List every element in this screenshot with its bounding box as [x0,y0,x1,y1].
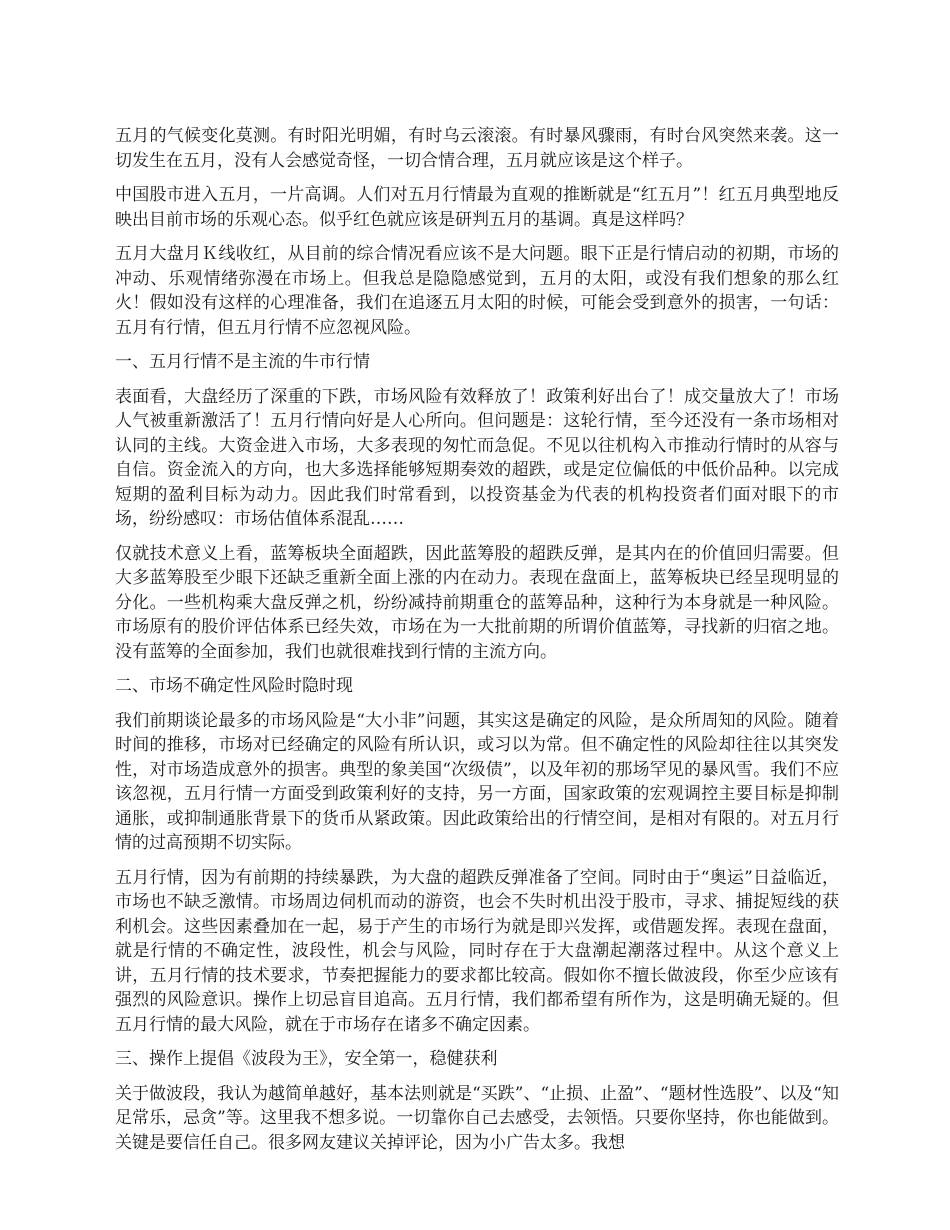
paragraph-red-may: 中国股市进入五月，一片高调。人们对五月行情最为直观的推断就是“红五月”！红五月典型地反映出目前市场的乐观心态。似乎红色就应该是研判五月的基调。真是这样吗？ [115,185,839,230]
paragraph-may-market: 五月行情，因为有前期的持续暴跌，为大盘的超跌反弹准备了空间。同时由于“奥运”日益临近，市场也不缺乏激情。市场周边伺机而动的游资，也会不失时机出没于股市，寻求、捕捉短线的获利机会。这些因素叠加在一起，易于产生的市场行为就是即兴发挥，或借题发挥。表现在盘面，就是行情的不确定性，波段性，机会与风险，同时存在于大盘潮起潮落过程中。从这个意义上讲，五月行情的技术要求，节奏把握能力的要求都比较高。假如你不擅长做波段，你至少应该有强烈的风险意识。操作上切忌盲目追高。五月行情，我们都希望有所作为，这是明确无疑的。但五月行情的最大风险，就在于市场存在诸多不确定因素。 [115,867,839,1035]
section-heading-3: 三、操作上提倡《波段为王》，安全第一，稳健获利 [115,1049,498,1069]
paragraph-uncertainty-risk: 我们前期谈论最多的市场风险是“大小非”问题，其实这是确定的风险，是众所周知的风险。随着时间的推移，市场对已经确定的风险有所认识，或习以为常。但不确定性的风险却往往以其突发性，对市场造成意外的损害。典型的象美国“次级债”，以及年初的那场罕见的暴风雪。我们不应该忽视，五月行情一方面受到政策利好的支持，另一方面，国家政策的宏观调控主要目标是抑制通胀，或抑制通胀背景下的货币从紧政策。因此政策给出的行情空间，是相对有限的。对五月行情的过高预期不切实际。 [115,710,839,853]
paragraph-monthly-kline: 五月大盘月Ｋ线收红，从目前的综合情况看应该不是大问题。眼下正是行情启动的初期，市场的冲动、乐观情绪弥漫在市场上。但我总是隐隐感觉到，五月的太阳，或没有我们想象的那么红火！假如没有这样的心理准备，我们在追逐五月太阳的时候，可能会受到意外的损害，一句话：五月有行情，但五月行情不应忽视风险。 [115,244,839,338]
paragraph-surface-view: 表面看，大盘经历了深重的下跌，市场风险有效释放了！政策利好出台了！成交量放大了！市场人气被重新激活了！五月行情向好是人心所向。但问题是：这轮行情，至今还没有一条市场相对认同的主线。大资金进入市场，大多表现的匆忙而急促。不见以往机构入市推动行情时的从容与自信。资金流入的方向，也大多选择能够短期奏效的超跌，或是定位偏低的中低价品种。以完成短期的盈利目标为动力。因此我们时常看到，以投资基金为代表的机构投资者们面对眼下的市场，纷纷感叹：市场估值体系混乱…… [115,386,839,529]
section-heading-1: 一、五月行情不是主流的牛市行情 [115,352,370,372]
article-body [115,124,839,1165]
paragraph-intro-weather: 五月的气候变化莫测。有时阳光明媚，有时乌云滚滚。有时暴风骤雨，有时台风突然来袭。这一切发生在五月，没有人会感觉奇怪，一切合情合理，五月就应该是这个样子。 [115,126,839,171]
paragraph-bluechip: 仅就技术意义上看，蓝筹板块全面超跌，因此蓝筹股的超跌反弹，是其内在的价值回归需要。但大多蓝筹股至少眼下还缺乏重新全面上涨的内在动力。表现在盘面上，蓝筹板块已经呈现明显的分化。一些机构乘大盘反弹之机，纷纷减持前期重仓的蓝筹品种，这种行为本身就是一种风险。市场原有的股价评估体系已经失效，市场在为一大批前期的所谓价值蓝筹，寻找新的归宿之地。没有蓝筹的全面参加，我们也就很难找到行情的主流方向。 [115,543,839,662]
paragraph-band-trading: 关于做波段，我认为越简单越好，基本法则就是“买跌”、“止损、止盈”、“题材性选股”、以及“知足常乐，忌贪”等。这里我不想多说。一切靠你自己去感受，去领悟。只要你坚持，你也能做到。关键是要信任自己。很多网友建议关掉评论，因为小广告太多。我想 [115,1083,839,1153]
section-heading-2: 二、市场不确定性风险时隐时现 [115,676,353,696]
